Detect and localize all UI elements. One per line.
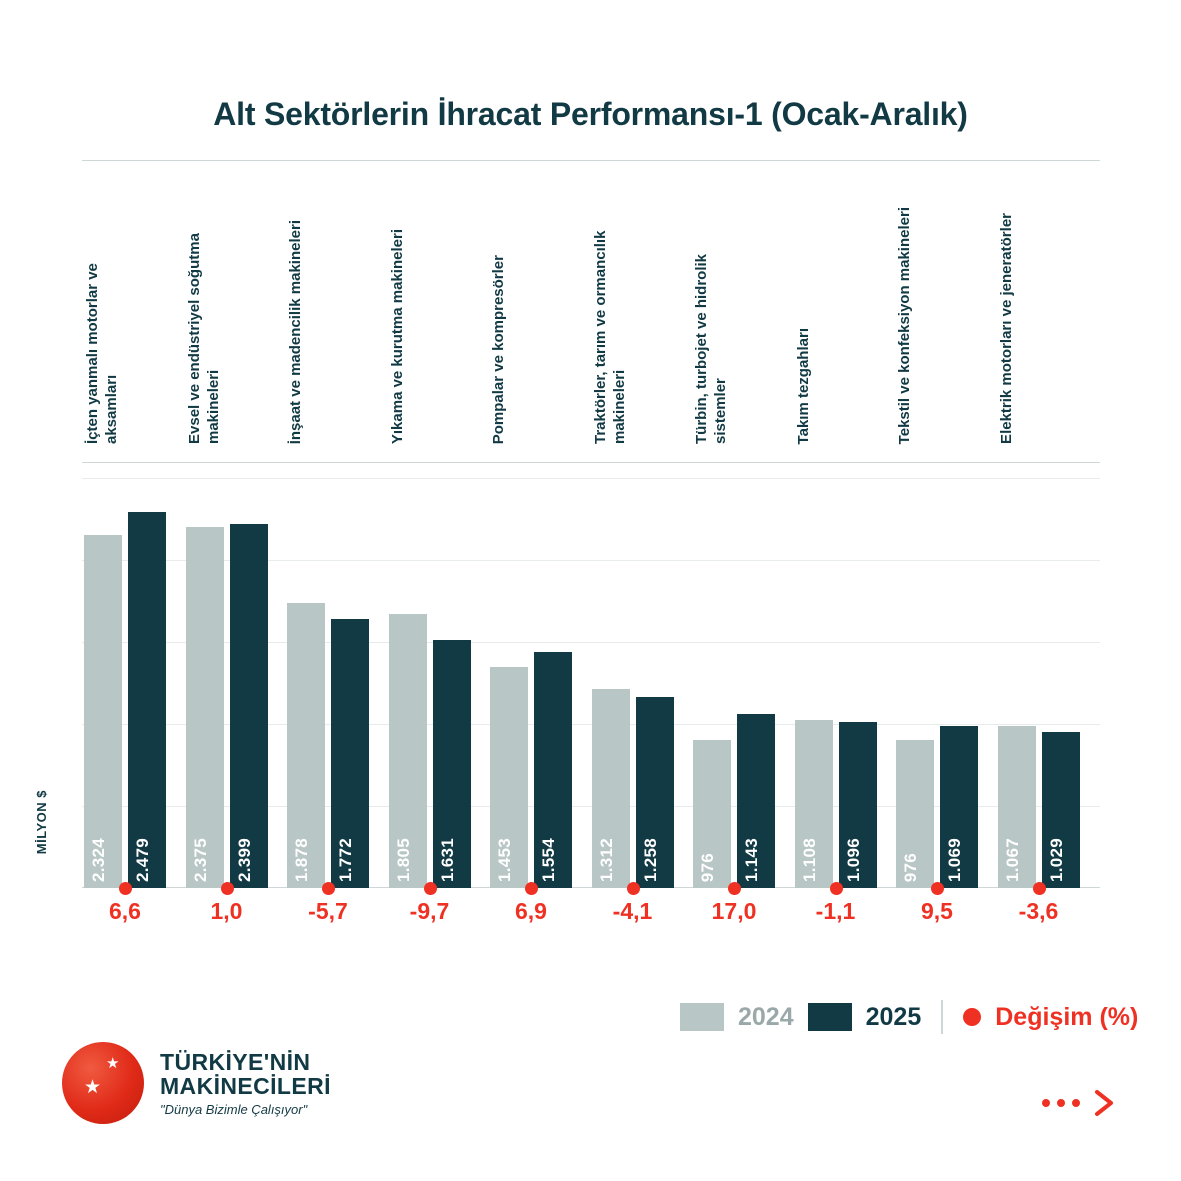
change-dot-icon [728,882,741,895]
change-dot-icon [1033,882,1046,895]
category-label-wrap [490,196,574,444]
bar-value-label: 1.143 [742,837,761,882]
category-label-wrap [84,196,168,444]
bar-value-label: 976 [698,852,717,882]
star-icon: ★ [106,1055,120,1072]
category-label: İnşaat ve madencilik makineleri [287,219,304,444]
category-label-wrap [896,196,980,444]
chart-legend [680,1000,1138,1034]
legend-swatch-2024 [680,1003,724,1031]
bar-value-label: 1.258 [640,837,660,882]
bar-2025 [128,512,166,888]
brand-logo [62,1042,331,1124]
category-label-wrap [287,196,371,444]
category-label: Elektrik motorları ve jeneratörler [997,213,1015,444]
bar-group [490,478,574,888]
bar-group [84,478,168,888]
bar-2024 [84,535,122,888]
bar-group [287,478,371,888]
category-label: Evsel ve endüstriyel soğutma makineleri [185,233,222,444]
category-label: Takım tezgahları [794,327,812,444]
change-percent-label: 17,0 [711,898,757,924]
category-label: Traktörler, tarım ve ormancılık makineleri [591,230,628,444]
category-label: Pompalar ve kompresörler [490,254,507,444]
bar-value-label: 1.878 [292,837,311,882]
category-label: İçten yanmalı motorlar ve aksamları [84,263,120,444]
bar-value-label: 1.029 [1046,837,1066,882]
category-label-wrap [693,196,777,444]
logo-line-2: MAKİNECİLERİ [160,1072,331,1099]
change-percent-label: -5,7 [308,898,348,924]
turkiye-makinecileri-logo-icon [62,1042,144,1124]
chevron-right-icon [1087,1086,1121,1120]
change-dot-icon [627,882,640,895]
bar-value-label: 1.067 [1002,837,1022,882]
chart-top-divider [82,462,1100,463]
change-dot-icon [322,882,335,895]
bar-group [592,478,676,888]
dot-icon [1057,1099,1065,1107]
legend-label-2025: 2025 [865,1002,922,1031]
bar-value-label: 1.554 [539,837,558,882]
bar-value-label: 976 [901,852,920,882]
bar-value-label: 1.108 [799,837,819,882]
category-label-wrap [389,196,473,444]
star-icon: ★ [84,1077,102,1098]
bar-group [186,478,270,888]
change-percent-label: -3,6 [1018,898,1059,924]
dot-icon [1072,1099,1080,1107]
change-percent-label: 9,5 [921,898,953,924]
title-divider [82,160,1100,161]
category-label: Yıkama ve kurutma makineleri [388,228,406,444]
legend-divider [941,1000,943,1034]
bar-value-label: 1.805 [393,837,413,882]
bar-value-label: 1.312 [596,837,616,882]
page-title: Alt Sektörlerin İhracat Performansı-1 (Ocak-Aralık) [213,96,968,132]
bar-group [693,478,777,888]
logo-line-1: TÜRKİYE'NİN [160,1048,311,1075]
category-label-wrap [998,196,1082,444]
bar-group [896,478,980,888]
legend-label-change: Değişim (%) [995,1002,1139,1031]
bar-2025 [230,524,268,888]
category-label: Tekstil ve konfeksiyon makineleri [896,206,913,444]
change-dot-icon [221,882,234,895]
y-axis-label: MİLYON $ [34,790,49,855]
bar-group [998,478,1082,888]
bar-value-label: 2.324 [89,837,108,882]
next-slide-button[interactable] [1042,1086,1121,1120]
bar-value-label: 1.772 [336,837,355,882]
category-label-wrap [186,196,270,444]
change-dot-icon [931,882,944,895]
bar-value-label: 1.631 [437,837,457,882]
change-percent-label: 1,0 [210,898,243,924]
legend-swatch-2025 [808,1003,852,1031]
bar-group [795,478,879,888]
bar-value-label: 2.479 [133,837,152,882]
change-percent-label: -4,1 [612,898,653,924]
bar-group [389,478,473,888]
bar-value-label: 1.453 [495,837,514,882]
change-percent-label: 6,9 [515,898,547,924]
bar-value-label: 1.069 [945,837,964,882]
bar-value-label: 1.096 [843,837,863,882]
legend-label-2024: 2024 [738,1002,794,1031]
dot-icon [1042,1099,1050,1107]
change-dot-icon [525,882,538,895]
change-percent-label: -1,1 [815,898,856,924]
change-percent-label: -9,7 [409,898,450,924]
category-label: Türbin, turbojet ve hidrolik sistemler [693,253,729,444]
change-dot-icon [424,882,437,895]
change-dot-icon [830,882,843,895]
bar-value-label: 2.399 [234,837,254,882]
change-percent-label: 6,6 [109,898,141,924]
bar-2024 [186,527,224,888]
change-dot-icon [119,882,132,895]
red-dot-icon [963,1008,981,1026]
category-label-wrap [592,196,676,444]
logo-tagline: "Dünya Bizimle Çalışıyor" [160,1101,308,1117]
category-label-wrap [795,196,879,444]
bar-value-label: 2.375 [190,837,210,882]
bar-chart [82,478,1100,888]
